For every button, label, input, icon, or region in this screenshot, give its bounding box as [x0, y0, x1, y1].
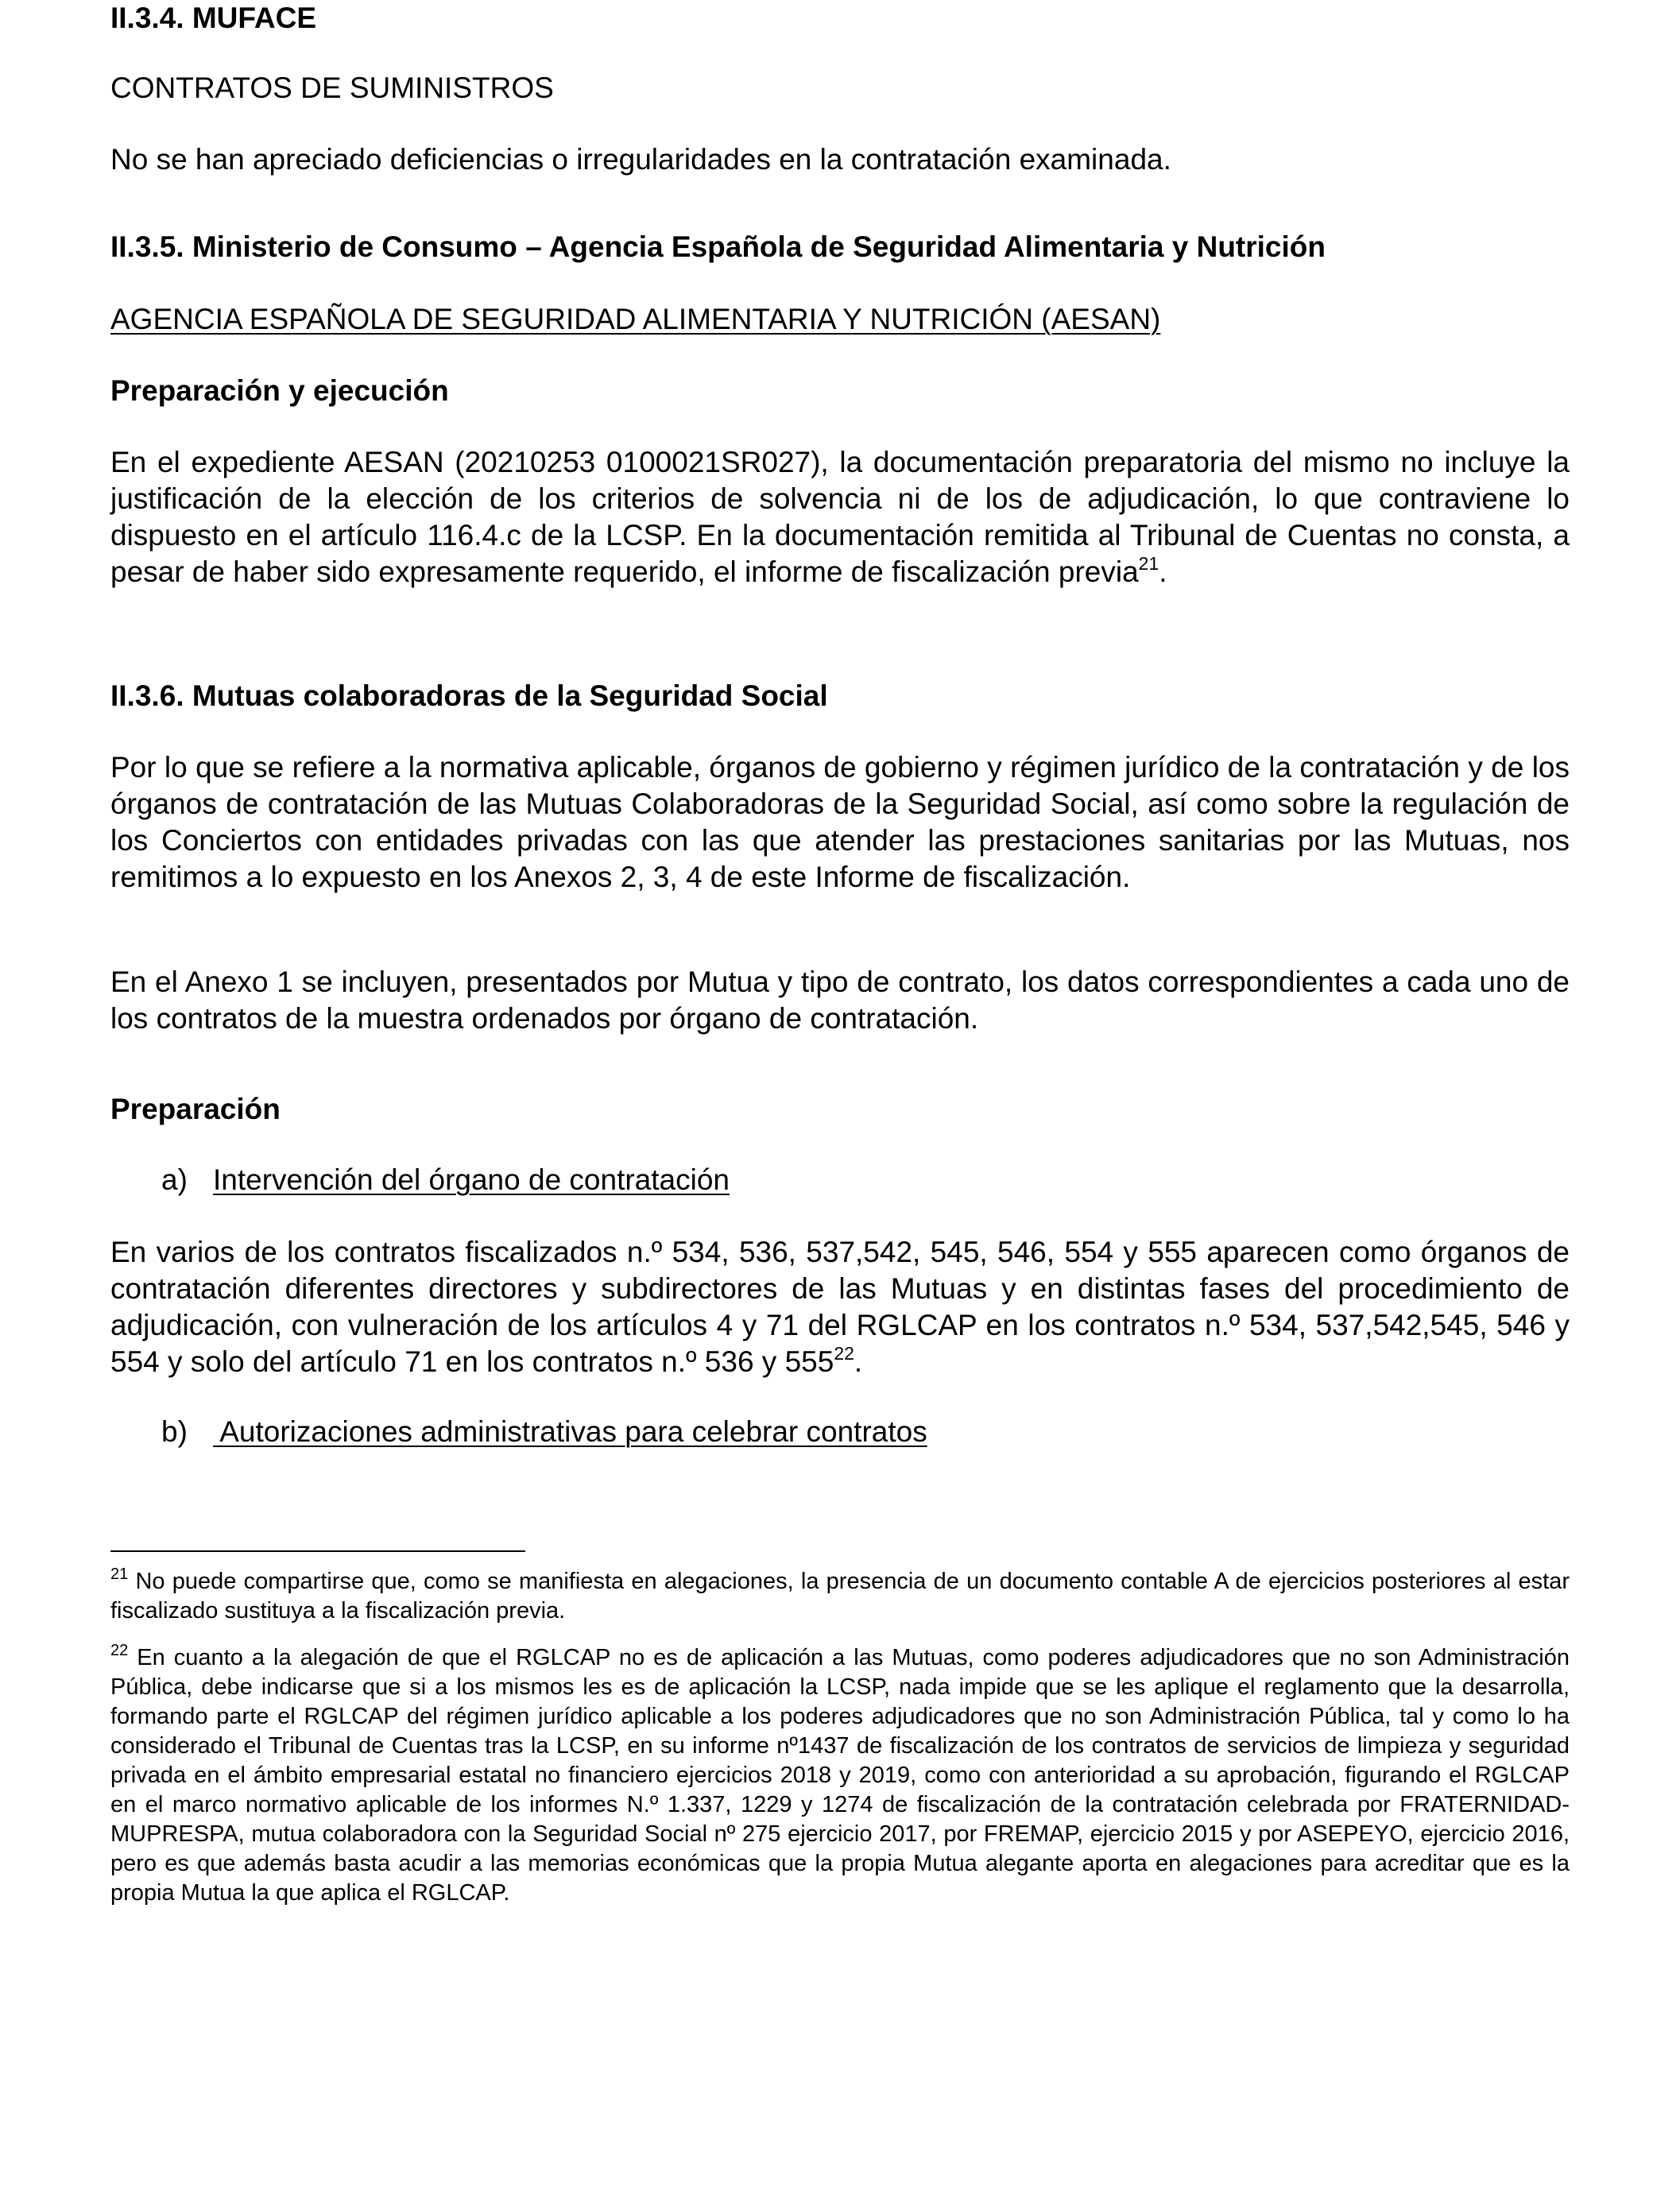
- section-heading-mutuas: II.3.6. Mutuas colaboradoras de la Seguridad Social: [110, 679, 828, 712]
- footnote-ref-22[interactable]: 22: [834, 1343, 854, 1364]
- agency-title: AGENCIA ESPAÑOLA DE SEGURIDAD ALIMENTARIA Y NUTRICIÓN (AESAN): [110, 303, 1161, 335]
- footnote-number-21: 21: [110, 1565, 129, 1583]
- mutuas-para-3: [110, 1234, 1570, 1380]
- footnote-21: [110, 1567, 1570, 1626]
- consumo-text-end: .: [1159, 555, 1167, 588]
- footnote-ref-21[interactable]: 21: [1138, 553, 1159, 574]
- list-item-b: [110, 1414, 1570, 1450]
- list-marker-a: a): [161, 1163, 188, 1196]
- subheading-preparacion: Preparación: [110, 1093, 281, 1125]
- list-marker-b: b): [161, 1415, 188, 1448]
- mutuas-para-1: Por lo que se refiere a la normativa aplicable, órganos de gobierno y régimen jurídico de la contratación y de los órganos de contratación de las Mutuas Colaboradoras de la Seguridad Social, así como sobre la regulación de los Conciertos con entidades privadas con las que atender las prestaciones sanitarias por las Mutuas, nos remitimos a lo expuesto en los Anexos 2, 3, 4 de este Informe de fiscalización.: [110, 751, 1570, 893]
- subheading-contratos-suministros: CONTRATOS DE SUMINISTROS: [110, 72, 554, 104]
- section-heading-consumo: II.3.5. Ministerio de Consumo – Agencia Española de Seguridad Alimentaria y Nutrición: [110, 230, 1326, 263]
- footnote-22: [110, 1643, 1570, 1908]
- footnote-text-22: En cuanto a la alegación de que el RGLCAP no es de aplicación a las Mutuas, como poderes adjudicadores que no son Administración Pública, debe indicarse que si a los mismos les es de aplicación la LCSP, nada impide que se les aplique el reglamento que la desarrolla, formando parte el RGLCAP del régimen jurídico aplicable a los poderes adjudicadores que no son Administración Pública, tal y como lo ha considerado el Tribunal de Cuentas tras la LCSP, en su informe nº1437 de fiscalización de los contratos de servicios de limpieza y seguridad privada en el ámbito empresarial estatal no financiero ejercicios 2018 y 2019, como con anterioridad a su aprobación, figurando el RGLCAP en el marco normativo aplicable de los informes N.º 1.337, 1229 y 1274 de fiscalización de la contratación celebrada por FRATERNIDAD-MUPRESPA, mutua colaboradora con la Seguridad Social nº 275 ejercicio 2017, por FREMAP, ejercicio 2015 y por ASEPEYO, ejercicio 2016, pero es que además basta acudir a las memorias económicas que la propia Mutua alegante aporta en alegaciones para acreditar que es la propia Mutua la que aplica el RGLCAP.: [110, 1645, 1570, 1906]
- subheading-preparacion-ejecucion: Preparación y ejecución: [110, 374, 449, 407]
- consumo-text-body: En el expediente AESAN (20210253 0100021SR027), la documentación preparatoria del mismo no incluye la justificación de la elección de los criterios de solvencia ni de los de adjudicación, lo que contraviene lo dispuesto en el artículo 116.4.c de la LCSP. En la documentación remitida al Tribunal de Cuentas no consta, a pesar de haber sido expresamente requerido, el informe de fiscalización previa: [110, 446, 1570, 588]
- list-label-intervencion: Intervención del órgano de contratación: [213, 1163, 730, 1196]
- footnote-text-21: No puede compartirse que, como se manifiesta en alegaciones, la presencia de un documento contable A de ejercicios posteriores al estar fiscalizado sustituya a la fiscalización previa.: [110, 1569, 1570, 1624]
- footnote-separator: [110, 1550, 525, 1552]
- muface-text: No se han apreciado deficiencias o irregularidades en la contratación examinada.: [110, 143, 1171, 176]
- list-item-a: [110, 1162, 1570, 1198]
- mutuas-para-3-end: .: [854, 1345, 863, 1378]
- mutuas-para-2: En el Anexo 1 se incluyen, presentados por Mutua y tipo de contrato, los datos correspondientes a cada uno de los contratos de la muestra ordenados por órgano de contratación.: [110, 966, 1570, 1035]
- footnote-number-22: 22: [110, 1642, 129, 1659]
- list-label-autorizaciones: Autorizaciones administrativas para celebrar contratos: [213, 1415, 927, 1448]
- footnotes: [110, 1567, 1570, 1908]
- section-heading-muface: II.3.4. MUFACE: [110, 2, 317, 34]
- consumo-text: [110, 444, 1570, 590]
- mutuas-para-3-body: En varios de los contratos fiscalizados n.º 534, 536, 537,542, 545, 546, 554 y 555 aparecen como órganos de contratación diferentes directores y subdirectores de las Mutuas y en distintas fases del procedimiento de adjudicación, con vulneración de los artículos 4 y 71 del RGLCAP en los contratos n.º 534, 537,542,545, 546 y 554 y solo del artículo 71 en los contratos n.º 536 y 555: [110, 1236, 1570, 1378]
